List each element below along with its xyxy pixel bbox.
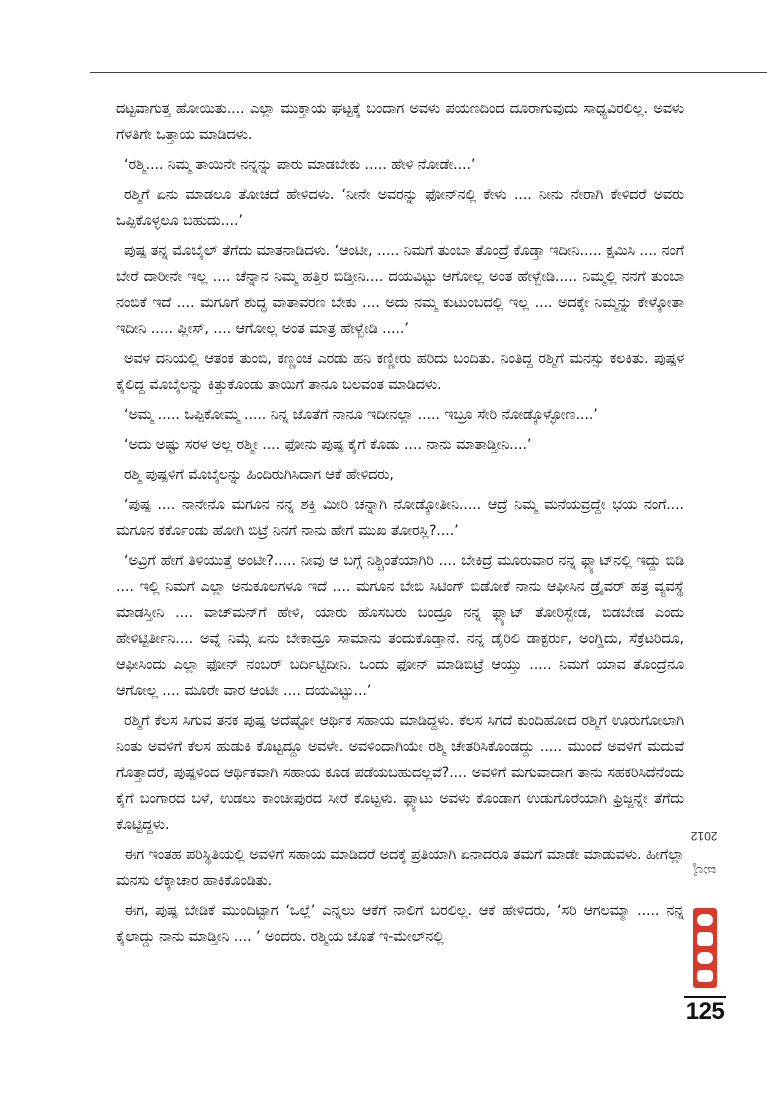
paragraph: ರಶ್ಮಿಗೆ ಏನು ಮಾಡಲೂ ತೋಚದೆ ಹೇಳಿದಳು. ‘ನೀನೇ ಅವರನ್ನು ಫೋನ್‌ನಲ್ಲಿ ಕೇಳು .... ನೀನು ನೇರಾಗಿ ಕೇಳಿದರೆ ಅವರು ಒಪ್ಪಿಕೊಳ್ಳಲೂ ಬಹುದು....’: [116, 187, 684, 229]
paragraph: ‘ರಶ್ಮಿ.... ನಿಮ್ಮ ತಾಯಿನೇ ನನ್ನನ್ನು ಪಾರು ಮಾಡಬೇಕು ..... ಹೇಳಿ ನೋಡೇ....’: [124, 157, 476, 173]
article-body: [116, 96, 684, 954]
paragraph: ದಟ್ಟವಾಗುತ್ತ ಹೋಯಿತು.... ಎಲ್ಲಾ ಮುಕ್ತಾಯ ಘಟ್ಟಕ್ಕೆ ಬಂದಾಗ ಅವಳು ಪಯಣದಿಂದ ದೂರಾಗುವುದು ಸಾಧ್ಯವಿರಲಿಲ್ಲ. ಅವಳು ಗೆಳತಿಗೇ ಒತ್ತಾಯ ಮಾಡಿದಳು.: [116, 101, 684, 143]
paragraph: ರಶ್ಮಿ ಪುಷ್ಪಳಿಗೆ ಮೊಬೈಲನ್ನು ಹಿಂದಿರುಗಿಸಿದಾಗ ಆಕೆ ಹೇಳಿದರು,: [124, 467, 394, 483]
paragraph: ‘ಅವ್ರಿಗೆ ಹೇಗೆ ತಿಳಿಯುತ್ತೆ ಅಂಟೀ?..... ನೀವು ಆ ಬಗ್ಗೆ ನಿಶ್ಚಿಂತೆಯಾಗಿರಿ .... ಬೇಕಿದ್ರೆ ಮೂರುವಾರ ನನ್ನ ಫ್ಲ್ಯಾಟ್‌ನಲ್ಲಿ ಇದ್ದು ಬಿಡಿ .... ಇಲ್ಲಿ ನಿಮಗೆ ಎಲ್ಲಾ ಅನುಕೂಲಗಳೂ ಇದೆ .... ಮಗೂನ ಬೇಬಿ ಸಿಟಿಂಗ್ ಬಿಡೋಕೆ ನಾನು ಆಫೀಸಿನ ಡ್ರೈವರ್ ಹತ್ರ ವ್ಯವಸ್ಥೆ ಮಾಡಸ್ತೀನಿ .... ವಾಚ್‌ಮನ್‌ಗೆ ಹೇಳಿ, ಯಾರು ಹೊಸಬರು ಬಂದ್ರೂ ನನ್ನ ಫ್ಲ್ಯಾಟ್ ತೋರಿಸ್ಬೇಡ, ಬಿಡಬೇಡ ಎಂದು ಹೇಳಿಟ್ಟಿರ್ತೀನಿ.... ಅವ್ನೆ ನಿಮ್ಗೆ ಏನು ಬೇಕಾದ್ರೂ ಸಾಮಾನು ತಂದುಕೊಡ್ತಾನೆ. ನನ್ನ ಡೈರಿಲಿ ಡಾಕ್ಟರ್ರು, ಅಂಗ್ಡಿದು, ಸೆಕ್ರೆಟರಿದೂ, ಆಫೀಸಿಂದು ಎಲ್ಲಾ ಫೋನ್ ನಂಬರ್ ಬರ್ದಿಟ್ಟಿದೀನಿ. ಒಂದು ಫೋನ್ ಮಾಡಿಬಿಟ್ರೆ ಆಯ್ತು ..... ನಿಮಗೆ ಯಾವ ತೊಂದ್ರೆನೂ ಆಗೋಲ್ಲ .... ಮೂರೇ ವಾರ ಆಂಟೀ .... ದಯವಿಟ್ಟು...’: [116, 553, 684, 699]
paragraph: ‘ಅಮ್ಮ ..... ಒಪ್ಪಿಕೋಮ್ಮ ..... ನಿನ್ನ ಜೊತೆಗೆ ನಾನೂ ಇದೀನಲ್ಲಾ ..... ಇಬ್ರೂ ಸೇರಿ ನೋಡ್ಕೊಳ್ಳೋಣ....’: [124, 407, 598, 423]
issue-date: [684, 805, 724, 900]
paragraph: ಅವಳ ದನಿಯಲ್ಲಿ ಆತಂಕ ತುಂಬಿ, ಕಣ್ಣಂಚ ಎರಡು ಹನಿ ಕಣ್ಣೀರು ಹರಿದು ಬಂದಿತು. ನಿಂತಿದ್ದ ರಶ್ಮಿಗೆ ಮನಸ್ಸು ಕಲಕಿತು. ಪುಷ್ಪಳ ಕೈಲಿದ್ದ ಮೊಬೈಲನ್ನು ಕಿತ್ತುಕೊಂಡು ತಾಯಿಗೆ ತಾನೂ ಬಲವಂತ ಮಾಡಿದಳು.: [116, 351, 684, 393]
issue-year: 2012: [690, 828, 718, 843]
header-rule: [90, 72, 767, 73]
paragraph: ಪುಷ್ಪ ತನ್ನ ಮೊಬೈಲ್ ತೆಗೆದು ಮಾತನಾಡಿದಳು. ‘ಆಂಟೀ, ..... ನಿಮಗೆ ತುಂಬಾ ತೊಂದ್ರೆ ಕೊಡ್ತಾ ಇದೀನಿ..... ಕ್ಷಮಿಸಿ .... ನಂಗೆ ಬೇರೆ ದಾರೀನೇ ಇಲ್ಲ .... ಚೆನ್ನಾನ ನಿಮ್ಮ ಹತ್ತಿರ ಬಿಡ್ತೀನಿ.... ದಯವಿಟ್ಟು ಆಗೋಲ್ಲ ಅಂತ ಹೇಳ್ಬೇಡಿ..... ನಿಮ್ಮಲ್ಲಿ ನನಗೆ ತುಂಬಾ ನಂಬಿಕೆ ಇದೆ .... ಮಗೂಗೆ ಶುದ್ಧ ವಾತಾವರಣ ಬೇಕು .... ಅದು ನಮ್ಮ ಕುಟುಂಬದಲ್ಲಿ ಇಲ್ಲ .... ಅದಕ್ಕೇ ನಿಮ್ಮನ್ನು ಕೇಳ್ಕೋತಾ ಇದೀನಿ ..... ಪ್ಲೀಸ್, .... ಆಗೋಲ್ಲ ಅಂತ ಮಾತ್ರ ಹೇಳ್ಬೇಡಿ .....’: [116, 243, 684, 337]
paragraph: ರಶ್ಮಿಗೆ ಕೆಲಸ ಸಿಗುವ ತನಕ ಪುಷ್ಪ ಅದೆಷ್ಟೋ ಆರ್ಥಿಕ ಸಹಾಯ ಮಾಡಿದ್ದಳು. ಕೆಲಸ ಸಿಗದೆ ಕುಂದಿಹೋದ ರಶ್ಮಿಗೆ ಊರುಗೋಲಾಗಿ ನಿಂತು ಅವಳಿಗೆ ಕೆಲಸ ಹುಡುಕಿ ಕೊಟ್ಟದ್ದೂ ಅವಳೇ. ಅವಳಿಂದಾಗಿಯೇ ರಶ್ಮಿ ಚೇತರಿಸಿಕೊಂಡದ್ದು ..... ಮುಂದೆ ಅವಳಿಗೆ ಮದುವೆ ಗೊತ್ತಾದರೆ, ಪುಷ್ಪಳಿಂದ ಆರ್ಥಿಕವಾಗಿ ಸಹಾಯ ಕೂಡ ಪಡೆಯಬಹುದಲ್ಲವೆ?.... ಅವಳಿಗೆ ಮಗುವಾದಾಗ ತಾನು ಸಹಕರಿಸಿದೆನೆಂದು ಕೈಗೆ ಬಂಗಾರದ ಬಳೆ, ಉಡಲು ಕಾಂಚೀಪುರದ ಸೀರೆ ಕೊಟ್ಟಳು. ಫ್ಲ್ಯಾಟು ಅವಳು ಕೊಂಡಾಗ ಉಡುಗೊರೆಯಾಗಿ ಫ್ರಿಜ್ಜನ್ನೇ ತೆಗೆದು ಕೊಟ್ಟಿದ್ದಳು.: [116, 713, 684, 833]
issue-month: ಜುಲೈ: [692, 863, 717, 879]
paragraph: ಈಗ ಇಂತಹ ಪರಿಸ್ಥಿತಿಯಲ್ಲಿ ಅವಳಿಗೆ ಸಹಾಯ ಮಾಡಿದರೆ ಅದಕ್ಕೆ ಪ್ರತಿಯಾಗಿ ಏನಾದರೂ ತಮಗೆ ಮಾಡೇ ಮಾಡುವಳು. ಹೀಗೆಲ್ಲಾ ಮನಸು ಲೆಕ್ಕಾಚಾರ ಹಾಕಿಕೊಂಡಿತು.: [116, 847, 684, 889]
page-number: 125: [685, 998, 725, 1025]
paragraph: ‘ಪುಷ್ಪ .... ನಾನೇನೊ ಮಗೂನ ನನ್ನ ಶಕ್ತಿ ಮೀರಿ ಚನ್ನಾಗಿ ನೋಡ್ಕೋತೀನಿ..... ಆದ್ರೆ ನಿಮ್ಮ ಮನೆಯವ್ರದ್ದೇ ಭಯ ನಂಗೆ.... ಮಗೂನ ಕರ್ಕೊಂಡು ಹೋಗಿ ಬಿಟ್ರೆ ನಿನಗೆ ನಾನು ಹೇಗೆ ಮುಖ ತೋರಸ್ಲಿ?....’: [116, 497, 684, 539]
paragraph: ‘ಅದು ಅಷ್ಟು ಸರಳ ಅಲ್ಲ ರಶ್ಮೀ .... ಫೋನು ಪುಷ್ಪ ಕೈಗೆ ಕೊಡು .... ನಾನು ಮಾತಾಡ್ತೀನಿ....’: [124, 437, 532, 453]
masthead-logo: [688, 905, 722, 990]
paragraph: ಈಗ, ಪುಷ್ಪ ಬೇಡಿಕೆ ಮುಂದಿಟ್ಟಾಗ ‘ಒಲ್ಲೆ’ ಎನ್ನಲು ಆಕೆಗೆ ನಾಲಿಗೆ ಬರಲಿಲ್ಲ. ಆಕೆ ಹೇಳಿದರು, ‘ಸರಿ ಆಗಲಮ್ಮಾ ..... ನನ್ನ ಕೈಲಾದ್ದು ನಾನು ಮಾಡ್ತೀನಿ .... ’ ಅಂದರು. ರಶ್ಮಿಯ ಜೊತೆ ಇ-ಮೇಲ್‌ನಲ್ಲಿ: [116, 903, 684, 945]
